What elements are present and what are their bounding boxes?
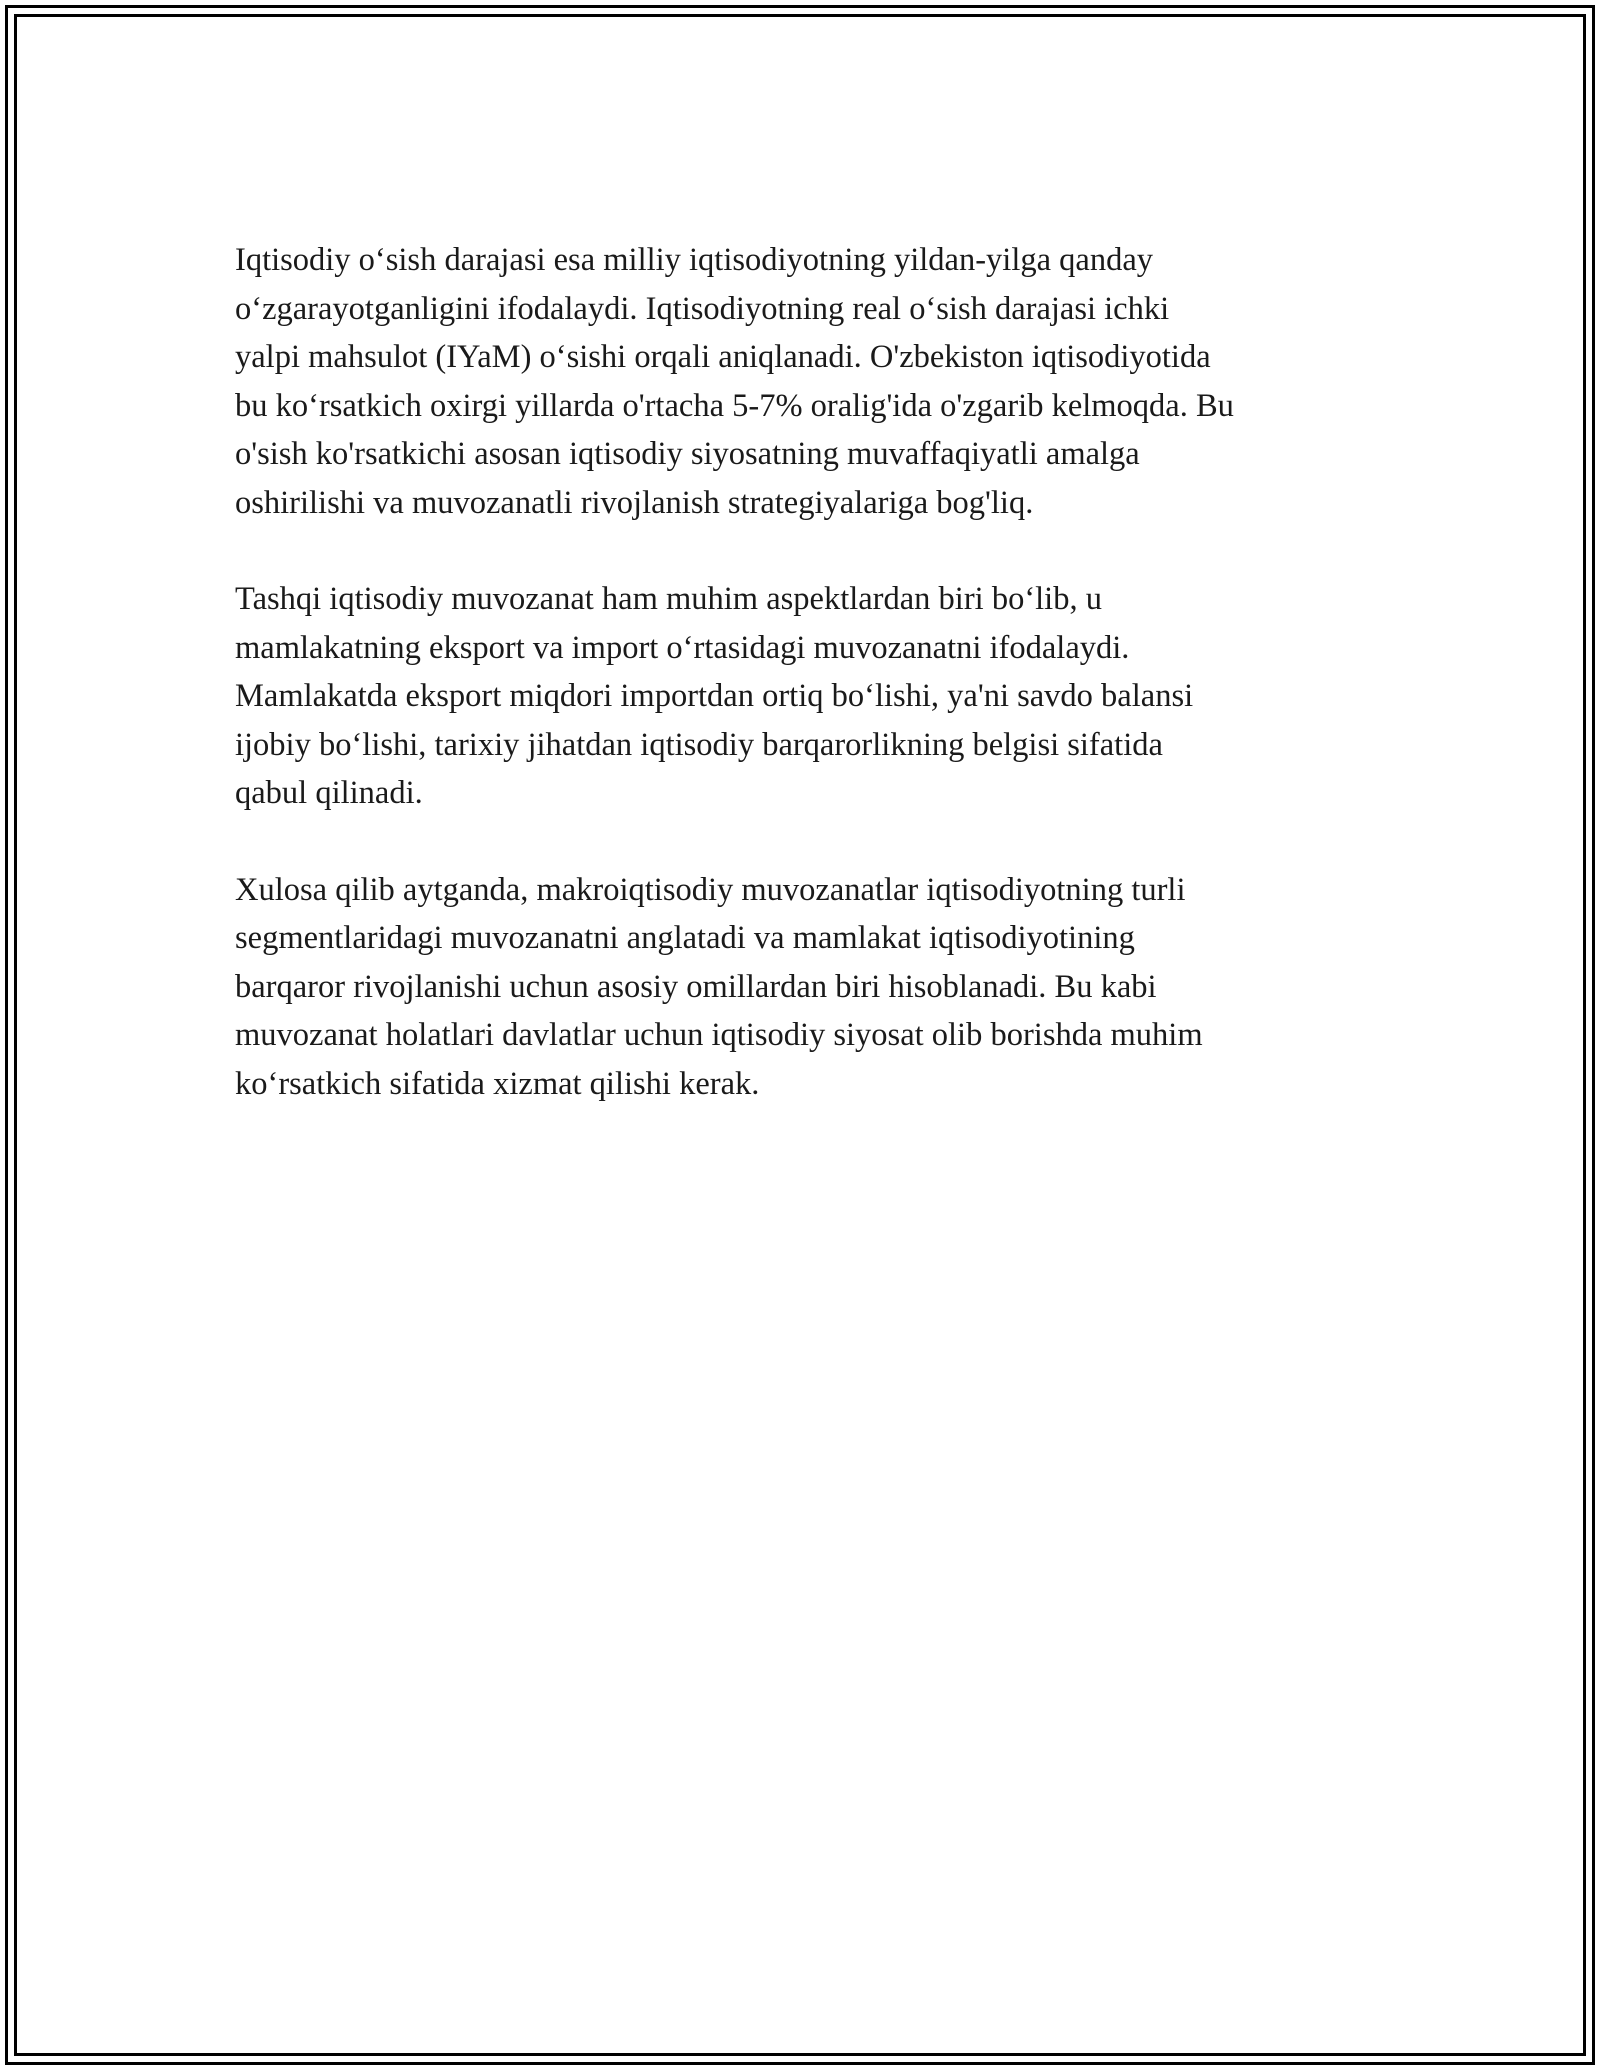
paragraph-conclusion: Xulosa qilib aytganda, makroiqtisodiy muvozanatlar iqtisodiyotning turli segmentlaridagi muvozanatni anglatadi va mamlakat iqtisodiyotining barqaror rivojlanishi uchun asosiy omillardan biri hisoblanadi. Bu kabi muvozanat holatlari davlatlar uchun iqtisodiy siyosat olib borishda muhim ko‘rsatkich sifatida xizmat qilishi kerak.: [235, 871, 1203, 1102]
paragraph-external-balance: Tashqi iqtisodiy muvozanat ham muhim aspektlardan biri bo‘lib, u mamlakatning eksport va import o‘rtasidagi muvozanatni ifodalaydi. Mamlakatda eksport miqdori importdan ortiq bo‘lishi, ya'ni savdo balansi ijobiy bo‘lishi, tarixiy jihatdan iqtisodiy barqarorlikning belgisi sifatida qabul qilinadi.: [235, 581, 1194, 811]
paragraph-economic-growth: Iqtisodiy o‘sish darajasi esa milliy iqtisodiyotning yildan-yilga qanday o‘zgarayotganligini ifodalaydi. Iqtisodiyotning real o‘sish darajasi ichki yalpi mahsulot (IYaM) o‘sishi orqali aniqlanadi. O'zbekiston iqtisodiyotida bu ko‘rsatkich oxirgi yillarda o'rtacha 5-7% oralig'ida o'zgarib kelmoqda. Bu o'sish ko'rsatkichi asosan iqtisodiy siyosatning muvaffaqiyatli amalga oshirilishi va muvozanatli rivojlanish strategiyalariga bog'liq.: [235, 242, 1234, 521]
document-body: [235, 236, 1385, 1156]
